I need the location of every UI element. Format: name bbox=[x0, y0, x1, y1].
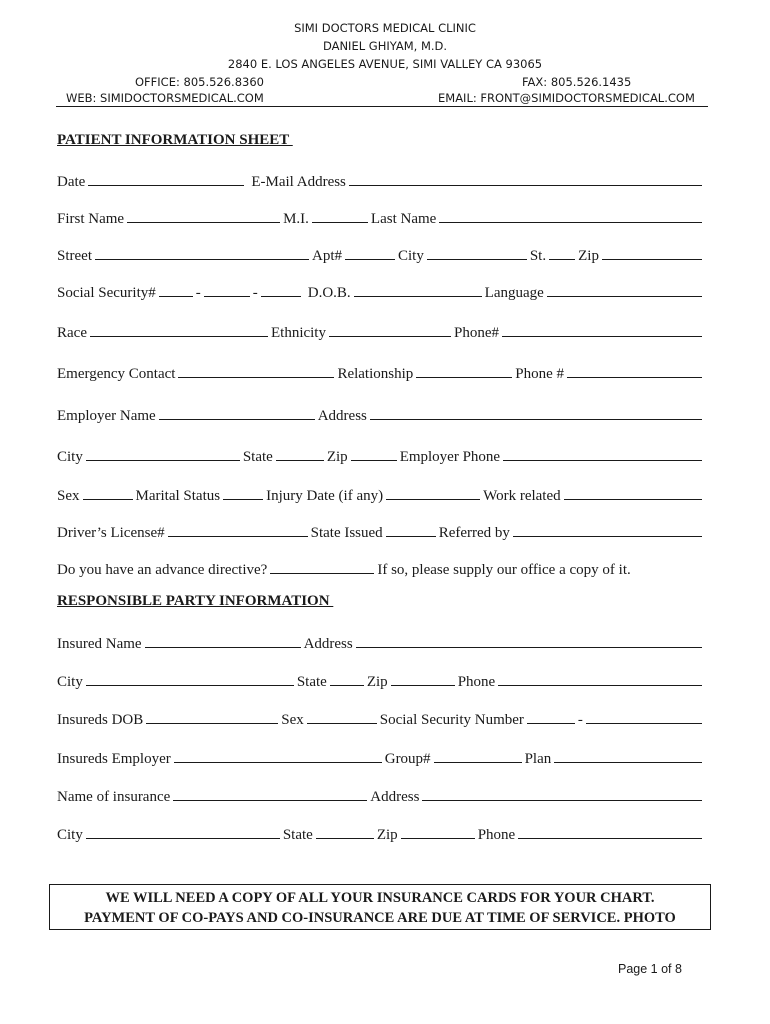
advance-directive-label: Do you have an advance directive? bbox=[57, 562, 268, 578]
fax-number: FAX: 805.526.1435 bbox=[522, 75, 632, 89]
phone-field[interactable] bbox=[502, 322, 702, 337]
plan-field[interactable] bbox=[554, 748, 702, 763]
street-label: Street bbox=[57, 248, 92, 264]
insured-phone-field[interactable] bbox=[498, 671, 702, 686]
ssn-dash-1: - bbox=[195, 285, 201, 301]
insured-address-field[interactable] bbox=[356, 633, 702, 648]
notice-line-1: WE WILL NEED A COPY OF ALL YOUR INSURANCE CARDS FOR YOUR CHART. bbox=[105, 890, 655, 906]
insured-city-field[interactable] bbox=[86, 671, 294, 686]
insurance-phone-field[interactable] bbox=[518, 824, 702, 839]
row-emergency bbox=[57, 363, 705, 383]
emergency-contact-label: Emergency Contact bbox=[57, 366, 176, 382]
insured-ssn-part1-field[interactable] bbox=[527, 709, 575, 724]
employer-name-label: Employer Name bbox=[57, 408, 156, 424]
insurance-address-label: Address bbox=[370, 789, 420, 805]
state-label: St. bbox=[529, 248, 547, 264]
employer-address-field[interactable] bbox=[370, 405, 702, 420]
notice-line-2: PAYMENT OF CO-PAYS AND CO-INSURANCE ARE DUE AT TIME OF SERVICE. PHOTO bbox=[84, 910, 676, 926]
language-label: Language bbox=[484, 285, 544, 301]
employer-state-label: State bbox=[242, 449, 273, 465]
row-sex-marital bbox=[57, 485, 705, 505]
insurance-city-label: City bbox=[57, 827, 83, 843]
row-name bbox=[57, 208, 705, 228]
ssn-dash-2: - bbox=[252, 285, 258, 301]
first-name-label: First Name bbox=[57, 211, 125, 227]
row-employer-city bbox=[57, 446, 705, 466]
supply-copy-text: If so, please supply our office a copy of it. bbox=[377, 562, 631, 578]
row-street bbox=[57, 245, 705, 265]
employer-phone-field[interactable] bbox=[503, 446, 702, 461]
emergency-phone-field[interactable] bbox=[567, 363, 702, 378]
insured-name-label: Insured Name bbox=[57, 636, 142, 652]
date-field[interactable] bbox=[88, 171, 244, 186]
row-advance-directive bbox=[57, 559, 705, 579]
clinic-address: 2840 E. LOS ANGELES AVENUE, SIMI VALLEY CA 93065 bbox=[227, 57, 543, 71]
emergency-phone-label: Phone # bbox=[515, 366, 565, 382]
zip-field[interactable] bbox=[602, 245, 702, 260]
row-ssn bbox=[57, 282, 705, 302]
referred-by-label: Referred by bbox=[438, 525, 510, 541]
row-date-email bbox=[57, 171, 705, 191]
insured-ssn-part2-field[interactable] bbox=[586, 709, 702, 724]
insurance-zip-label: Zip bbox=[376, 827, 398, 843]
marital-status-field[interactable] bbox=[223, 485, 263, 500]
insured-city-label: City bbox=[57, 674, 83, 690]
apt-field[interactable] bbox=[345, 245, 395, 260]
insured-address-label: Address bbox=[303, 636, 353, 652]
relationship-label: Relationship bbox=[337, 366, 414, 382]
insurance-city-field[interactable] bbox=[86, 824, 280, 839]
web-address: WEB: SIMIDOCTORSMEDICAL.COM bbox=[66, 91, 264, 105]
dob-field[interactable] bbox=[354, 282, 482, 297]
insured-state-label: State bbox=[296, 674, 327, 690]
insureds-dob-field[interactable] bbox=[146, 709, 278, 724]
ethnicity-field[interactable] bbox=[329, 322, 451, 337]
ethnicity-label: Ethnicity bbox=[270, 325, 326, 341]
header-divider bbox=[56, 106, 708, 107]
employer-state-field[interactable] bbox=[276, 446, 324, 461]
state-issued-field[interactable] bbox=[386, 522, 436, 537]
plan-label: Plan bbox=[524, 751, 552, 767]
row-employer bbox=[57, 405, 705, 425]
insurance-state-label: State bbox=[282, 827, 313, 843]
zip-label: Zip bbox=[578, 248, 599, 264]
row-insured-employer bbox=[57, 748, 705, 768]
insurance-zip-field[interactable] bbox=[401, 824, 475, 839]
insureds-employer-field[interactable] bbox=[174, 748, 382, 763]
group-label: Group# bbox=[384, 751, 431, 767]
ssn-label: Social Security# bbox=[57, 285, 156, 301]
apt-label: Apt# bbox=[312, 248, 342, 264]
drivers-license-label: Driver’s License# bbox=[57, 525, 165, 541]
employer-zip-field[interactable] bbox=[351, 446, 397, 461]
insurance-name-label: Name of insurance bbox=[57, 789, 171, 805]
clinic-name: SIMI DOCTORS MEDICAL CLINIC bbox=[294, 21, 476, 35]
insureds-dob-label: Insureds DOB bbox=[57, 712, 144, 728]
insured-zip-field[interactable] bbox=[391, 671, 455, 686]
marital-status-label: Marital Status bbox=[135, 488, 221, 504]
insurance-address-field[interactable] bbox=[422, 786, 702, 801]
row-insurance-city bbox=[57, 824, 705, 844]
row-insured-city bbox=[57, 671, 705, 691]
employer-name-field[interactable] bbox=[159, 405, 315, 420]
city-field[interactable] bbox=[427, 245, 527, 260]
race-label: Race bbox=[57, 325, 87, 341]
relationship-field[interactable] bbox=[416, 363, 512, 378]
last-name-field[interactable] bbox=[439, 208, 702, 223]
city-label: City bbox=[398, 248, 424, 264]
sex-label: Sex bbox=[57, 488, 80, 504]
dob-label: D.O.B. bbox=[307, 285, 351, 301]
employer-phone-label: Employer Phone bbox=[399, 449, 501, 465]
drivers-license-field[interactable] bbox=[168, 522, 308, 537]
employer-city-label: City bbox=[57, 449, 83, 465]
language-field[interactable] bbox=[547, 282, 702, 297]
responsible-party-title: RESPONSIBLE PARTY INFORMATION bbox=[57, 593, 334, 609]
advance-directive-field[interactable] bbox=[270, 559, 374, 574]
insured-sex-label: Sex bbox=[281, 712, 304, 728]
race-field[interactable] bbox=[90, 322, 268, 337]
date-label: Date bbox=[57, 174, 86, 190]
referred-by-field[interactable] bbox=[513, 522, 702, 537]
row-insured-name bbox=[57, 633, 705, 653]
insurance-name-field[interactable] bbox=[173, 786, 367, 801]
email-address: EMAIL: FRONT@SIMIDOCTORSMEDICAL.COM bbox=[438, 91, 695, 105]
doctor-name: DANIEL GHIYAM, M.D. bbox=[322, 39, 448, 53]
employer-address-label: Address bbox=[317, 408, 367, 424]
state-issued-label: State Issued bbox=[310, 525, 383, 541]
insured-sex-field[interactable] bbox=[307, 709, 377, 724]
street-field[interactable] bbox=[95, 245, 309, 260]
emergency-contact-field[interactable] bbox=[178, 363, 334, 378]
page-number: Page 1 of 8 bbox=[618, 962, 682, 976]
work-related-label: Work related bbox=[483, 488, 561, 504]
ssn-part1-field[interactable] bbox=[159, 282, 193, 297]
insureds-employer-label: Insureds Employer bbox=[57, 751, 171, 767]
first-name-field[interactable] bbox=[127, 208, 280, 223]
mi-field[interactable] bbox=[312, 208, 368, 223]
sex-field[interactable] bbox=[83, 485, 133, 500]
insured-ssn-label: Social Security Number bbox=[379, 712, 524, 728]
ssn-part2-field[interactable] bbox=[204, 282, 250, 297]
employer-city-field[interactable] bbox=[86, 446, 240, 461]
group-field[interactable] bbox=[434, 748, 522, 763]
employer-zip-label: Zip bbox=[326, 449, 348, 465]
ssn-part3-field[interactable] bbox=[261, 282, 301, 297]
mi-label: M.I. bbox=[283, 211, 309, 227]
work-related-field[interactable] bbox=[564, 485, 702, 500]
insurance-state-field[interactable] bbox=[316, 824, 374, 839]
insured-state-field[interactable] bbox=[330, 671, 364, 686]
injury-date-label: Injury Date (if any) bbox=[266, 488, 384, 504]
insured-ssn-dash: - bbox=[577, 712, 583, 728]
insured-phone-label: Phone bbox=[457, 674, 496, 690]
row-insurance-name bbox=[57, 786, 705, 806]
insured-name-field[interactable] bbox=[145, 633, 301, 648]
insurance-notice-box bbox=[49, 884, 711, 930]
row-insured-dob bbox=[57, 709, 705, 729]
email-label: E-Mail Address bbox=[251, 174, 346, 190]
last-name-label: Last Name bbox=[370, 211, 437, 227]
insurance-phone-label: Phone bbox=[477, 827, 516, 843]
email-field[interactable] bbox=[349, 171, 702, 186]
insured-zip-label: Zip bbox=[366, 674, 388, 690]
phone-label: Phone# bbox=[453, 325, 499, 341]
row-license bbox=[57, 522, 705, 542]
row-race bbox=[57, 322, 705, 342]
state-field[interactable] bbox=[549, 245, 575, 260]
injury-date-field[interactable] bbox=[386, 485, 480, 500]
office-phone: OFFICE: 805.526.8360 bbox=[135, 75, 264, 89]
patient-info-title: PATIENT INFORMATION SHEET bbox=[57, 132, 293, 148]
